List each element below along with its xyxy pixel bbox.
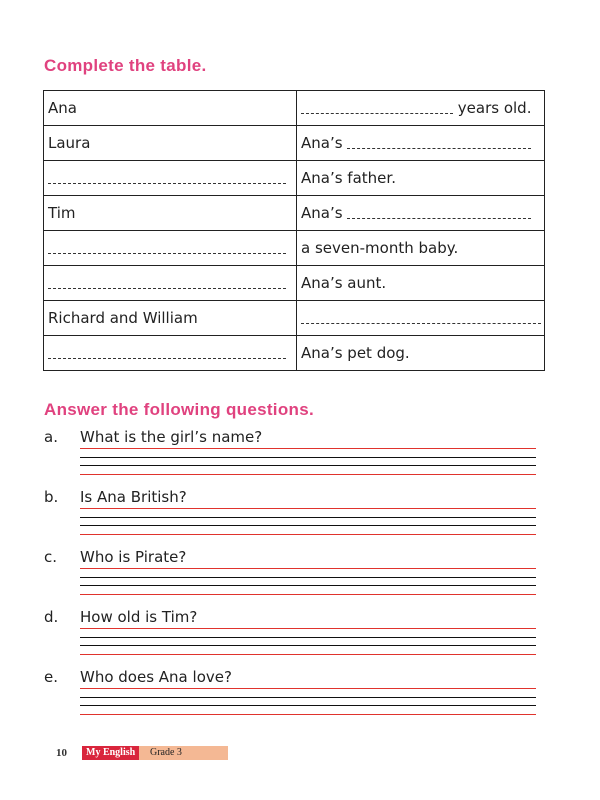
questions-heading: Answer the following questions. [44, 400, 314, 419]
table-cell-left: Tim [44, 196, 297, 231]
answer-line-red[interactable] [80, 448, 536, 449]
answer-line-red[interactable] [80, 594, 536, 595]
answer-line-red[interactable] [80, 508, 536, 509]
table-cell-right: a seven-month baby. [297, 231, 545, 266]
answer-line-black[interactable] [80, 585, 536, 586]
cell-text: years old. [457, 99, 532, 117]
table-cell-right [297, 301, 545, 336]
fill-in-table [43, 90, 545, 371]
answer-blank[interactable] [48, 173, 286, 184]
table-cell-left: Richard and William [44, 301, 297, 336]
cell-text: Ana’s [301, 204, 343, 222]
answer-line-red[interactable] [80, 474, 536, 475]
question-text: What is the girl’s name? [80, 428, 263, 446]
answer-line-red[interactable] [80, 688, 536, 689]
answer-line-black[interactable] [80, 525, 536, 526]
question-letter: b. [44, 488, 59, 506]
question-letter: c. [44, 548, 58, 566]
answer-line-black[interactable] [80, 637, 536, 638]
answer-line-black[interactable] [80, 517, 536, 518]
question-text: Who does Ana love? [80, 668, 232, 686]
table-row [44, 196, 545, 231]
answer-line-black[interactable] [80, 465, 536, 466]
answer-blank[interactable] [48, 278, 286, 289]
table-row [44, 126, 545, 161]
footer-grade: Grade 3 [150, 747, 182, 758]
table-cell-left [44, 231, 297, 266]
table-row [44, 336, 545, 371]
question-item [44, 488, 544, 548]
question-item [44, 608, 544, 668]
page-number: 10 [56, 747, 67, 759]
question-item [44, 548, 544, 608]
answer-line-black[interactable] [80, 457, 536, 458]
table-cell-left: Ana [44, 91, 297, 126]
answer-blank[interactable] [301, 313, 541, 324]
answer-blank[interactable] [48, 243, 286, 254]
question-letter: d. [44, 608, 59, 626]
table-cell-left: Laura [44, 126, 297, 161]
table-cell-left [44, 336, 297, 371]
table-row [44, 161, 545, 196]
answer-line-red[interactable] [80, 568, 536, 569]
answer-line-black[interactable] [80, 705, 536, 706]
table-cell-right: Ana’s father. [297, 161, 545, 196]
answer-blank[interactable] [347, 138, 531, 149]
footer-brand: My English [82, 746, 139, 760]
footer-bar [82, 746, 228, 760]
answer-blank[interactable] [301, 103, 453, 114]
question-item [44, 668, 544, 728]
table-row [44, 266, 545, 301]
table-cell-right [297, 91, 545, 126]
question-item [44, 428, 544, 488]
table-row [44, 231, 545, 266]
cell-text: Ana’s [301, 134, 343, 152]
table-cell-right [297, 126, 545, 161]
table-cell-right: Ana’s pet dog. [297, 336, 545, 371]
table-heading: Complete the table. [44, 56, 207, 75]
table-cell-left [44, 266, 297, 301]
question-text: Is Ana British? [80, 488, 187, 506]
table-row [44, 301, 545, 336]
question-text: Who is Pirate? [80, 548, 187, 566]
question-letter: e. [44, 668, 58, 686]
answer-line-black[interactable] [80, 697, 536, 698]
table-cell-right: Ana’s aunt. [297, 266, 545, 301]
answer-line-red[interactable] [80, 628, 536, 629]
question-text: How old is Tim? [80, 608, 198, 626]
table-row [44, 91, 545, 126]
answer-line-black[interactable] [80, 645, 536, 646]
answer-line-red[interactable] [80, 534, 536, 535]
answer-line-black[interactable] [80, 577, 536, 578]
answer-blank[interactable] [48, 348, 286, 359]
table-cell-right [297, 196, 545, 231]
answer-line-red[interactable] [80, 714, 536, 715]
table-cell-left [44, 161, 297, 196]
answer-blank[interactable] [347, 208, 531, 219]
answer-line-red[interactable] [80, 654, 536, 655]
question-letter: a. [44, 428, 58, 446]
